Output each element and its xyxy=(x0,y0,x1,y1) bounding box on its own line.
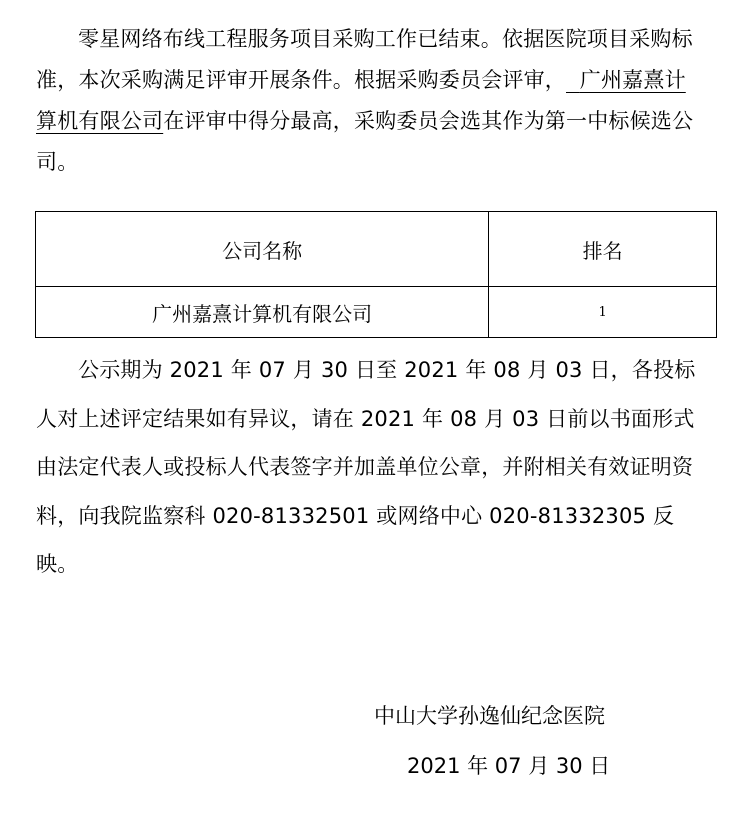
objection-paragraph: 公示期为 2021 年 07 月 30 日至 2021 年 08 月 03 日，各投标人对上述评定结果如有异议，请在 2021 年 08 月 03 日前以书面形式由法定代表人或投标人代表签字并加盖单位公章，并附相关有效证明资料，向我院监察科 020-81332501 或网络中心 020-81332305 反映。 xyxy=(36,358,696,576)
intro-text-2: 在评审中得分最高，采购委员会选其作为第一中标候选公司。 xyxy=(36,109,694,174)
table-header-row xyxy=(36,212,717,287)
signature-organization: 中山大学孙逸仙纪念医院 xyxy=(374,704,605,728)
header-rank: 排名 xyxy=(489,212,717,287)
header-company-name: 公司名称 xyxy=(36,212,489,287)
winner-underline-space xyxy=(566,68,580,92)
intro-paragraph xyxy=(36,19,701,183)
intro-text-1: 零星网络布线工程服务项目采购工作已结束。依据医院项目采购标准，本次采购满足评审开展条件。根据采购委员会评审， xyxy=(36,27,693,92)
cell-company-name: 广州嘉熹计算机有限公司 xyxy=(36,287,489,338)
table-row xyxy=(36,287,717,338)
signature-date: 2021 年 07 月 30 日 xyxy=(407,754,611,778)
result-table xyxy=(35,211,717,338)
cell-rank: 1 xyxy=(489,287,717,338)
winner-name: 广州嘉熹计算机有限公司 xyxy=(36,68,686,133)
